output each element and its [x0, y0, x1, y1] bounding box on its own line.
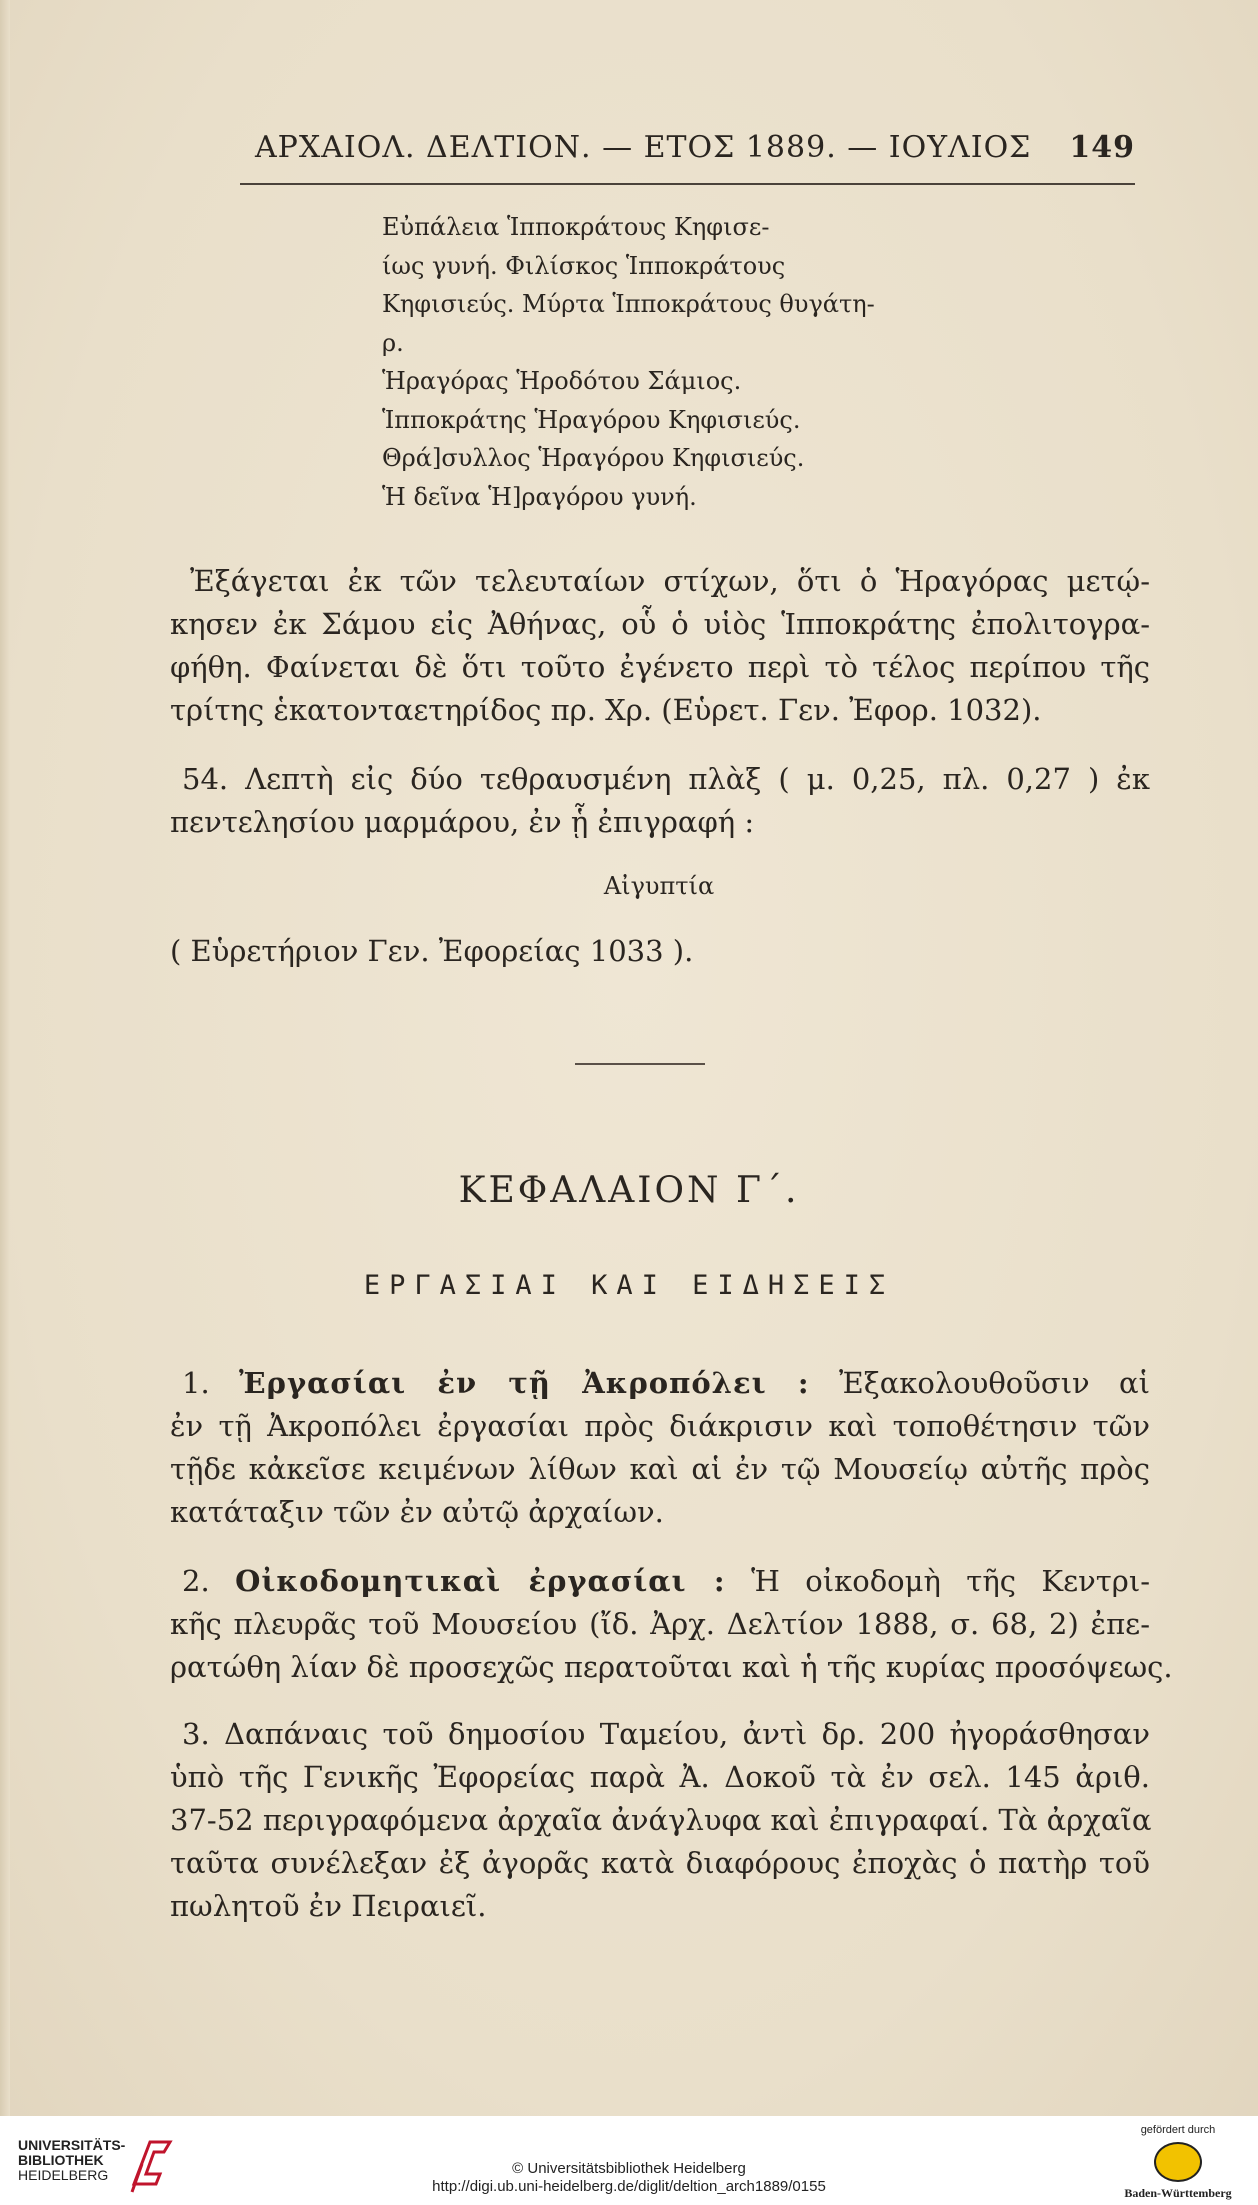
section-divider [575, 1063, 705, 1065]
text-line: φήθη. Φαίνεται δὲ ὅτι τοῦτο ἐγένετο περὶ τὸ τέλος περίπου τῆς [170, 650, 1150, 684]
inscription-line: Ἡ δεῖνα Ἡ]ραγόρου γυνή. [382, 482, 697, 511]
section-number: 2. [182, 1564, 210, 1598]
text-line: τρίτης ἑκατονταετηρίδος πρ. Χρ. (Εὑρετ. Γεν. Ἐφορ. 1032). [170, 693, 1042, 727]
permalink-url[interactable]: http://digi.ub.uni-heidelberg.de/diglit/deltion_arch1889/0155 [432, 2178, 826, 2195]
logo-line: BIBLIOTHEK [18, 2152, 104, 2168]
section-number: 1. [182, 1366, 210, 1400]
section-heading: Ἐργασίαι ἐν τῇ Ἀκροπόλει : [239, 1366, 810, 1400]
text-line: πεντελησίου μαρμάρου, ἐν ᾗ ἐπιγραφή : [170, 805, 755, 839]
page-number: 149 [1069, 130, 1135, 165]
text-line: κῆς πλευρᾶς τοῦ Μουσείου (ἴδ. Ἀρχ. Δελτίον 1888, σ. 68, 2) ἐπε- [170, 1607, 1150, 1641]
inscription-line: ρ. [382, 328, 404, 357]
section-2 [170, 1560, 1173, 1689]
section-2-first-line [170, 1560, 1150, 1603]
text-fragment: Ἡ οἰκοδομὴ τῆς Κεντρι- [751, 1564, 1150, 1598]
text-line: τῇδε κἀκεῖσε κειμένων λίθων καὶ αἱ ἐν τῷ Μουσείῳ αὐτῆς πρὸς [170, 1452, 1150, 1486]
chapter-subtitle: ΕΡΓΑΣΙΑΙ ΚΑΙ ΕΙΔΗΣΕΙΣ [363, 1270, 895, 1301]
inscription-line: Κηφισιεύς. Μύρτα Ἱπποκράτους θυγάτη- [382, 290, 875, 318]
text-line: ( Εὑρετήριον Γεν. Ἐφορείας 1033 ). [170, 934, 694, 968]
paragraph-2 [170, 758, 1150, 844]
copyright-notice: © Universitätsbibliothek Heidelberg [512, 2160, 746, 2177]
logo-line: UNIVERSITÄTS- [18, 2137, 126, 2153]
sponsor-name: Baden-Württemberg [1124, 2186, 1232, 2200]
text-fragment: Ἐξακολουθοῦσιν αἱ [839, 1366, 1151, 1400]
text-line: ρατώθη λίαν δὲ προσεχῶς περατοῦται καὶ ἡ τῆς κυρίας προσόψεως. [170, 1650, 1173, 1684]
state-seal-icon [1154, 2142, 1202, 2182]
running-title: ΑΡΧΑΙΟΛ. ΔΕΛΤΙΟΝ. — ΕΤΟΣ 1889. — ΙΟΥΛΙΟΣ [255, 130, 1032, 165]
section-1-first-line [170, 1362, 1150, 1405]
footer-bar [0, 2116, 1258, 2205]
section-1 [170, 1362, 1150, 1534]
text-line: 3. Δαπάναις τοῦ δημοσίου Ταμείου, ἀντὶ δρ. 200 ἠγοράσθησαν [182, 1717, 1150, 1751]
inscription-word: Αἰγυπτία [603, 872, 715, 900]
page-edge-shadow [0, 0, 10, 2116]
inscription-line: ίως γυνή. Φιλίσκος Ἱπποκράτους [382, 251, 786, 280]
text-line: Ἐξάγεται ἐκ τῶν τελευταίων στίχων, ὅτι ὁ Ἡραγόρας μετῴ- [190, 564, 1150, 598]
text-line: κατάταξιν τῶν ἐν αὐτῷ ἀρχαίων. [170, 1495, 664, 1529]
inscription-line: Θρά]συλλος Ἡραγόρου Κηφισιεύς. [382, 444, 805, 472]
paragraph-1 [170, 560, 1150, 732]
inscription-line: Εὐπάλεια Ἱπποκράτους Κηφισε- [382, 213, 770, 241]
text-line: 37-52 περιγραφόμενα ἀρχαῖα ἀνάγλυφα καὶ ἐπιγραφαί. Τὰ ἀρχαῖα [170, 1803, 1152, 1837]
running-header [255, 130, 1135, 176]
text-line: ὑπὸ τῆς Γενικῆς Ἐφορείας παρὰ Ἀ. Δοκοῦ τὰ ἐν σελ. 145 ἀριθ. [170, 1760, 1150, 1794]
text-line: ἐν τῇ Ἀκροπόλει ἐργασίαι πρὸς διάκρισιν καὶ τοποθέτησιν τῶν [170, 1409, 1150, 1443]
inscription-line: Ἡραγόρας Ἡροδότου Σάμιος. [382, 367, 742, 395]
text-line: 54. Λεπτὴ εἰς δύο τεθραυσμένη πλὰξ ( μ. 0,25, πλ. 0,27 ) ἐκ [182, 762, 1150, 796]
inscription-line: Ἱπποκράτης Ἡραγόρου Κηφισιεύς. [382, 405, 801, 434]
section-heading: Οἰκοδομητικαὶ ἐργασίαι : [235, 1564, 726, 1598]
text-line: ταῦτα συνέλεξαν ἐξ ἀγορᾶς κατὰ διαφόρους ἐποχὰς ὁ πατὴρ τοῦ [170, 1846, 1150, 1880]
section-3 [170, 1713, 1150, 1928]
logo-line: HEIDELBERG [18, 2167, 109, 2183]
header-rule [240, 183, 1135, 185]
inscription-block [382, 208, 902, 516]
text-line: πωλητοῦ ἐν Πειραιεῖ. [170, 1889, 487, 1923]
chapter-title: ΚΕΦΑΛΑΙΟΝ Γ΄. [458, 1170, 800, 1211]
paragraph-2-reference [170, 930, 1150, 973]
sponsor-block [1118, 2124, 1238, 2201]
sponsor-label: gefördert durch [1140, 2124, 1216, 2136]
text-line: κησεν ἐκ Σάμου εἰς Ἀθήνας, οὗ ὁ υἱὸς Ἱπποκράτης ἐπολιτογρα- [170, 607, 1150, 641]
